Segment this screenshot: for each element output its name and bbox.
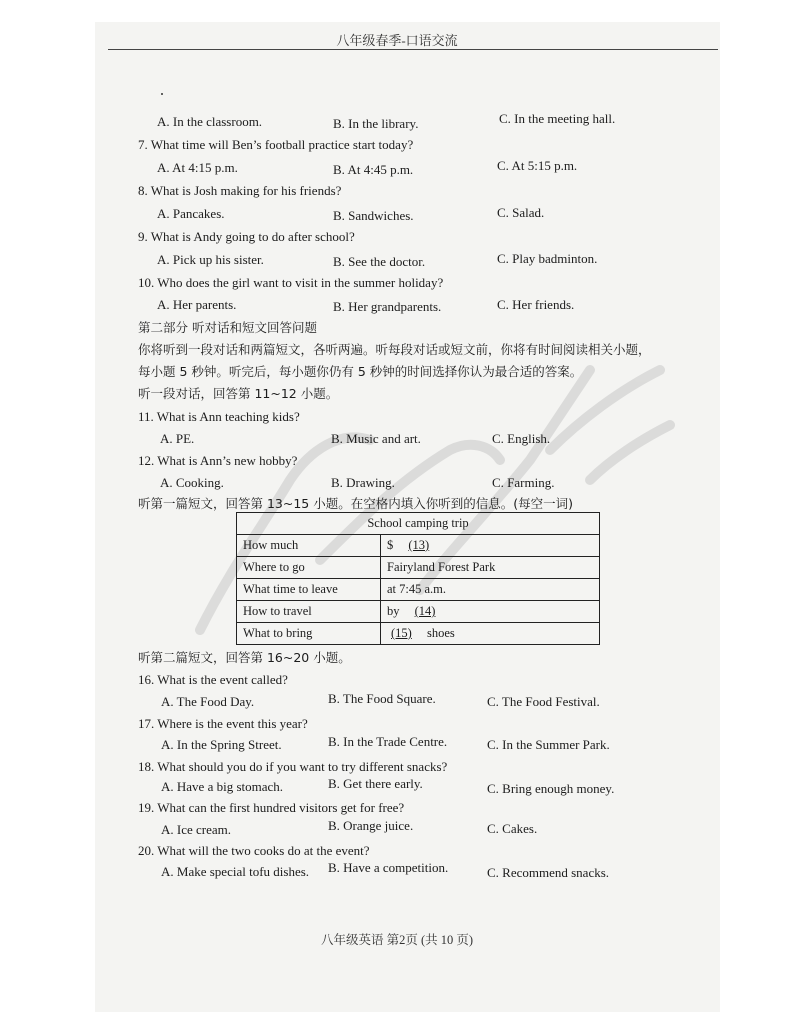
table-row — [237, 579, 600, 601]
answer-blank-14: (14) — [414, 604, 436, 618]
q10-option-b: B. Her grandparents. — [333, 299, 442, 314]
q7-stem: 7. What time will Ben’s football practice start today? — [138, 137, 414, 152]
row-label: Where to go — [237, 557, 381, 579]
q17-option-a: A. In the Spring Street. — [161, 737, 282, 752]
q16-option-c: C. The Food Festival. — [487, 694, 600, 709]
q6-option-c: C. In the meeting hall. — [499, 111, 616, 126]
q19-option-c: C. Cakes. — [487, 821, 538, 836]
q9-stem: 9. What is Andy going to do after school? — [138, 229, 355, 244]
q8-option-a: A. Pancakes. — [157, 206, 225, 221]
q10-option-a: A. Her parents. — [157, 297, 237, 312]
q9-option-b: B. See the doctor. — [333, 254, 426, 269]
part2-instructions-2: 每小题 5 秒钟。听完后，每小题你仍有 5 秒钟的时间选择你认为最合适的答案。 — [138, 364, 583, 379]
q9-option-c: C. Play badminton. — [497, 251, 598, 266]
q8-stem: 8. What is Josh making for his friends? — [138, 183, 342, 198]
row-value — [381, 579, 600, 601]
q7-option-c: C. At 5:15 p.m. — [497, 158, 578, 173]
dialogue-intro: 听一段对话，回答第 11~12 小题。 — [138, 386, 339, 401]
q6-option-b: B. In the library. — [333, 116, 419, 131]
passage1-intro: 听第一篇短文，回答第 13~15 小题。在空格内填入你听到的信息。(每空一词) — [138, 496, 573, 511]
row-value — [381, 535, 600, 557]
camping-trip-table — [236, 512, 600, 645]
page-footer: 八年级英语 第2页 (共 10 页) — [320, 933, 474, 947]
row-label: What time to leave — [237, 579, 381, 601]
value-prefix: by — [387, 604, 400, 618]
row-value — [381, 557, 600, 579]
page-header: 八年级春季-口语交流 — [336, 33, 458, 48]
q10-option-c: C. Her friends. — [497, 297, 575, 312]
q20-option-b: B. Have a competition. — [328, 860, 449, 875]
table-row — [237, 623, 600, 645]
table-row — [237, 535, 600, 557]
value-prefix: at 7:45 a.m. — [387, 582, 447, 596]
row-label: How much — [237, 535, 381, 557]
header-divider — [108, 49, 718, 50]
row-label: How to travel — [237, 601, 381, 623]
stray-mark — [161, 93, 163, 95]
q7-option-b: B. At 4:45 p.m. — [333, 162, 414, 177]
q12-option-c: C. Farming. — [492, 475, 555, 490]
part2-instructions-1: 你将听到一段对话和两篇短文，各听两遍。听每段对话或短文前，你将有时间阅读相关小题， — [138, 342, 651, 357]
q16-option-a: A. The Food Day. — [161, 694, 255, 709]
q17-stem: 17. Where is the event this year? — [138, 716, 308, 731]
q20-stem: 20. What will the two cooks do at the event? — [138, 843, 370, 858]
q8-option-c: C. Salad. — [497, 205, 545, 220]
q12-option-b: B. Drawing. — [331, 475, 395, 490]
value-prefix: $ — [387, 538, 394, 552]
q11-option-c: C. English. — [492, 431, 551, 446]
q19-option-b: B. Orange juice. — [328, 818, 414, 833]
answer-blank-13: (13) — [408, 538, 430, 552]
row-value — [381, 601, 600, 623]
q7-option-a: A. At 4:15 p.m. — [157, 160, 238, 175]
answer-blank-15: (15) — [391, 626, 412, 640]
q9-option-a: A. Pick up his sister. — [157, 252, 264, 267]
q18-option-a: A. Have a big stomach. — [161, 779, 284, 794]
q11-option-a: A. PE. — [160, 431, 195, 446]
row-value — [381, 623, 600, 645]
row-label: What to bring — [237, 623, 381, 645]
value-prefix: Fairyland Forest Park — [387, 560, 496, 574]
value-suffix: shoes — [426, 626, 455, 640]
q6-option-a: A. In the classroom. — [157, 114, 263, 129]
q19-option-a: A. Ice cream. — [161, 822, 232, 837]
q17-option-b: B. In the Trade Centre. — [328, 734, 448, 749]
passage2-intro: 听第二篇短文，回答第 16~20 小题。 — [138, 650, 351, 665]
q18-stem: 18. What should you do if you want to try different snacks? — [138, 759, 448, 774]
q16-option-b: B. The Food Square. — [328, 691, 436, 706]
q12-stem: 12. What is Ann’s new hobby? — [138, 453, 298, 468]
q20-option-c: C. Recommend snacks. — [487, 865, 610, 880]
table-row — [237, 601, 600, 623]
part2-title: 第二部分 听对话和短文回答问题 — [138, 320, 317, 335]
q8-option-b: B. Sandwiches. — [333, 208, 414, 223]
q17-option-c: C. In the Summer Park. — [487, 737, 610, 752]
q18-option-b: B. Get there early. — [328, 776, 423, 791]
q20-option-a: A. Make special tofu dishes. — [161, 864, 310, 879]
q12-option-a: A. Cooking. — [160, 475, 224, 490]
table-row — [237, 557, 600, 579]
q10-stem: 10. Who does the girl want to visit in the summer holiday? — [138, 275, 444, 290]
q18-option-c: C. Bring enough money. — [487, 781, 615, 796]
q19-stem: 19. What can the first hundred visitors get for free? — [138, 800, 405, 815]
table-title: School camping trip — [237, 513, 600, 535]
q11-option-b: B. Music and art. — [331, 431, 421, 446]
q16-stem: 16. What is the event called? — [138, 672, 288, 687]
q11-stem: 11. What is Ann teaching kids? — [138, 409, 300, 424]
